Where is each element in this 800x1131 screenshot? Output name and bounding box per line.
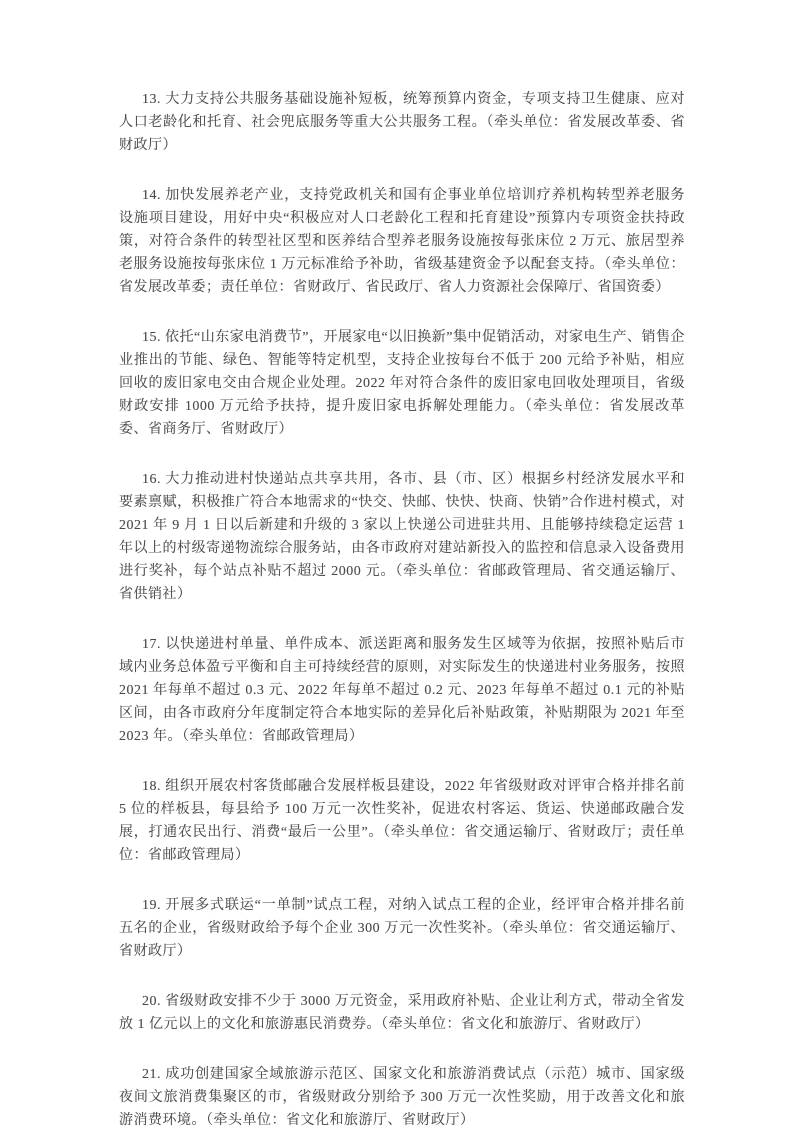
paragraph-20: 20. 省级财政安排不少于 3000 万元资金，采用政府补贴、企业让利方式，带动全省发放 1 亿元以上的文化和旅游惠民消费券。（牵头单位：省文化和旅游厅、省财政厅） xyxy=(119,994,685,1032)
document-text-block xyxy=(119,88,685,1131)
paragraph-16: 16. 大力推动进村快递站点共享共用，各市、县（市、区）根据乡村经济发展水平和要素禀赋，积极推广符合本地需求的“快交、快邮、快快、快商、快销”合作进村模式，对 2021 年 9 月 1 日以后新建和升级的 3 家以上快递公司进驻共用、且能够持续稳定运营 1 年以上的村级寄递物流综合服务站，由各市政府对建站新投入的监控和信息录入设备费用进行奖补，每个站点补贴不超过 2000 元。（牵头单位：省邮政管理局、省交通运输厅、省供销社） xyxy=(119,472,685,602)
paragraph-18: 18. 组织开展农村客货邮融合发展样板县建设，2022 年省级财政对评审合格并排名前 5 位的样板县，每县给予 100 万元一次性奖补，促进农村客运、货运、快递邮政融合发展，打通农民出行、消费“最后一公里”。（牵头单位：省交通运输厅、省财政厅；责任单位：省邮政管理局） xyxy=(119,779,685,863)
paragraph-17: 17. 以快递进村单量、单件成本、派送距离和服务发生区域等为依据，按照补贴后市域内业务总体盈亏平衡和自主可持续经营的原则，对实际发生的快递进村业务服务，按照 2021 年每单不超过 0.3 元、2022 年每单不超过 0.2 元、2023 年每单不超过 0.1 元的补贴区间，由各市政府分年度制定符合本地实际的差异化后补贴政策，补贴期限为 2021 年至 2023 年。（牵头单位：省邮政管理局） xyxy=(119,637,685,744)
paragraph-13: 13. 大力支持公共服务基础设施补短板，统筹预算内资金，专项支持卫生健康、应对人口老龄化和托育、社会兜底服务等重大公共服务工程。（牵头单位：省发展改革委、省财政厅） xyxy=(119,92,685,153)
paragraph-15: 15. 依托“山东家电消费节”，开展家电“以旧换新”集中促销活动，对家电生产、销售企业推出的节能、绿色、智能等特定机型，支持企业按每台不低于 200 元给予补贴，相应回收的废旧家电交由合规企业处理。2022 年对符合条件的废旧家电回收处理项目，省级财政安排 1000 万元给予扶持，提升废旧家电拆解处理能力。（牵头单位：省发展改革委、省商务厅、省财政厅） xyxy=(119,330,685,437)
paragraph-21: 21. 成功创建国家全域旅游示范区、国家文化和旅游消费试点（示范）城市、国家级夜间文旅消费集聚区的市，省级财政分别给予 300 万元一次性奖励，用于改善文化和旅游消费环境。（牵头单位：省文化和旅游厅、省财政厅） xyxy=(119,1067,685,1128)
paragraph-19: 19. 开展多式联运“一单制”试点工程，对纳入试点工程的企业，经评审合格并排名前五名的企业，省级财政给予每个企业 300 万元一次性奖补。（牵头单位：省交通运输厅、省财政厅） xyxy=(119,898,685,959)
paragraph-14: 14. 加快发展养老产业，支持党政机关和国有企事业单位培训疗养机构转型养老服务设施项目建设，用好中央“积极应对人口老龄化工程和托育建设”预算内专项资金扶持政策，对符合条件的转型社区型和医养结合型养老服务设施按每张床位 2 万元、旅居型养老服务设施按每张床位 1 万元标准给予补助，省级基建资金予以配套支持。（牵头单位：省发展改革委；责任单位：省财政厅、省民政厅、省人力资源社会保障厅、省国资委） xyxy=(119,188,685,295)
